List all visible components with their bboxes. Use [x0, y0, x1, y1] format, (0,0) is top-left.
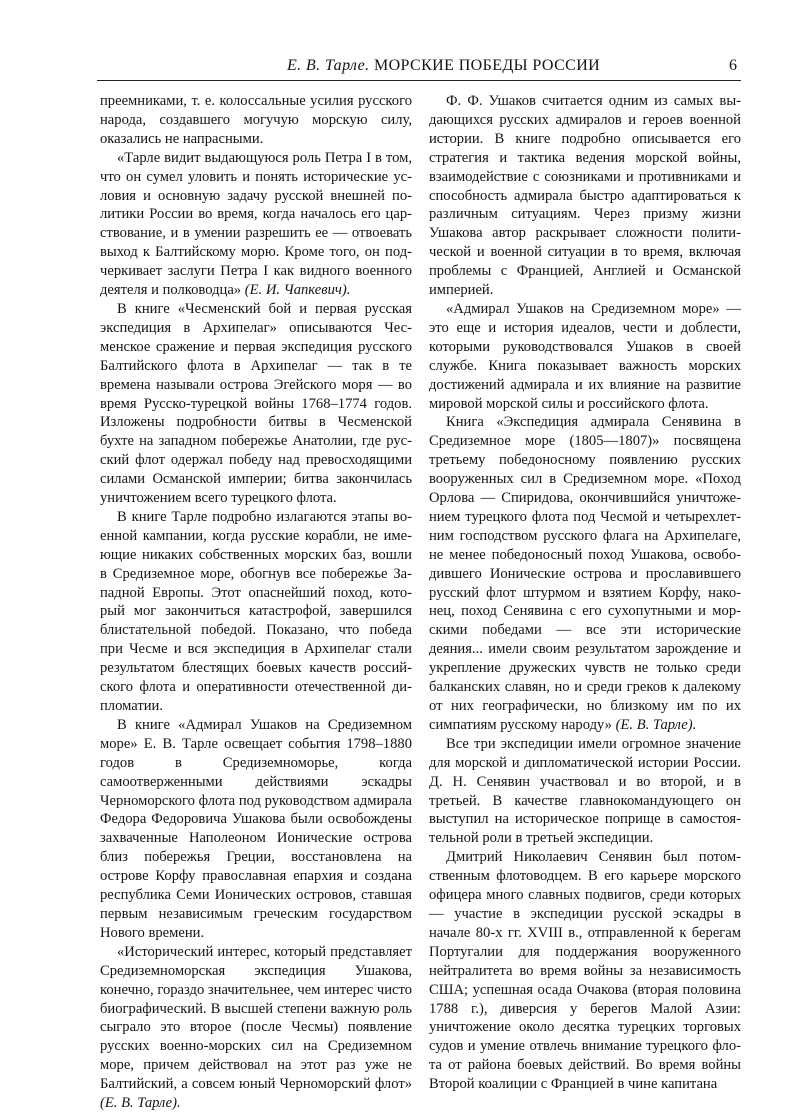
paragraph: В книге «Адмирал Ушаков на Средиземном море» Е. В. Тарле освещает события 1798–1880 годов в Средиземноморье, когда самоотверженными действиями эскадры Черноморского флота под руководством адмирала Федора Федоровича Ушакова были освобождены захваченные Наполеоном Ионические острова близ побережья Греции, восстановлена на острове Корфу православная епархия и создана республика Семи Ионических островов, ставшая первым независимым греческим государством Нового времени. — [100, 716, 412, 941]
paragraph: Ф. Ф. Ушаков считается одним из самых выдающихся русских адмиралов и героев военной истории. В книге подробно описывается его стратегия и тактика ведения морской войны, взаимодействие с союзниками и противниками и способность адмирала быстро адаптироваться к различным ситуациям. Через призму жизни Ушакова автор раскрывает сложности политической и военной ситуации в то время, включая проблемы с Францией, Англией и Османской империей. — [429, 93, 741, 299]
running-header — [97, 57, 741, 77]
citation: (Е. В. Тарле). — [615, 716, 697, 733]
header-author: Е. В. Тарле. — [287, 57, 370, 74]
paragraph: Все три экспедиции имели огромное значение для морской и дипломатической истории России. Д. Н. Сенявин участвовал и во второй, и в третьей. В качестве главнокомандующего он выступил на историческое поприще в самостоятельной роли в третьей экспедиции. — [429, 735, 741, 847]
paragraph: Книга «Экспедиция адмирала Сенявина в Средиземное море (1805—1807)» посвящена третьему победоносному появлению русских вооруженных сил в Средиземном море. «Поход Орлова — Спиридова, окончившийся уничтожением турецкого флота под Чесмой и четырехлетним господством русского флага на Архипелаге, не менее победоносный поход Ушакова, освободившего Ионические острова и прославившего русский флот штурмом и взятием Корфу, наконец, поход Сенявина с его сухопутными и морскими победами — все эти исторические деяния... имели своим результатом зарождение и укрепление дружеских чувств не только среди балканских славян, но и среди греков к далекому от них географически, но близкому им по их симпатиям русскому народу» (Е. В. Тарле). — [429, 414, 741, 733]
citation: (Е. В. Тарле). — [100, 1095, 181, 1112]
paragraph: В книге Тарле подробно излагаются этапы военной кампании, когда русские корабли, не имеющие никаких собственных морских баз, вошли в Средиземное море, обогнув все побережье Западной Европы. Этот опаснейший поход, который мог закончиться катастрофой, завершился блистательной победой. Показано, что победа при Чесме и вся экспедиция в Архипелаг стали результатом блестящих боевых качеств российского флота и оперативности отечественной дипломатии. — [100, 508, 412, 714]
paragraph: В книге «Чесменский бой и первая русская экспедиция в Архипелаг» описываются Чесменское сражение и первая экспедиция русского Балтийского флота в Архипелаг — так в те времена называли острова Эгейского моря — во время Русско-турецкой войны 1768–1774 годов. Изложены подробности битвы в Чесменской бухте на западном побережье Анатолии, где русский флот одержал победу над превосходящими силами Османской империи; битва закончилась уничтожением всего турецкого флота. — [100, 300, 412, 507]
header-rule — [97, 80, 741, 81]
paragraph: «Адмирал Ушаков на Средиземном море» — это еще и история идеалов, чести и доблести, которыми руководствовался Ушаков в своей службе. Книга показывает важность морских достижений адмирала и их влияние на развитие мировой морской силы и российского флота. — [429, 300, 741, 412]
page-number: 6 — [729, 57, 737, 74]
paragraph: преемниками, т. е. колоссальные усилия русского народа, создавшего могучую морскую силу, оказались не напрасными. — [100, 93, 412, 147]
right-column — [429, 92, 741, 1094]
paragraph: «Исторический интерес, который представляет Средиземноморская экспедиция Ушакова, конечно, гораздо значительнее, чем интерес чисто биографический. В высшей степени важную роль сыграло это второе (после Чесмы) появление русских военно-морских сил на Средиземном море, причем действовал на этот раз уже не Балтийский, а совсем юный Черноморский флот» (Е. В. Тарле). — [100, 943, 412, 1112]
header-book-title: МОРСКИЕ ПОБЕДЫ РОССИИ — [373, 57, 601, 74]
running-header-title — [287, 57, 600, 75]
left-column — [100, 92, 412, 1113]
citation: (Е. И. Чапкевич). — [244, 282, 351, 299]
paragraph: «Тарле видит выдающуюся роль Петра I в том, что он сумел уловить и понять исторические условия и основную задачу русской внешней политики России во время, когда началось его царствование, и в умении разрешить ее — отвоевать выход к Балтийскому морю. Кроме того, он подчеркивает заслуги Петра I как видного военного деятеля и полководца» (Е. И. Чапкевич). — [100, 149, 412, 299]
paragraph: Дмитрий Николаевич Сенявин был потомственным флотоводцем. В его карьере морского офицера много славных подвигов, среди которых — участие в экспедиции русской эскадры в начале 80-х гг. XVIII в., отправленной к берегам Португалии для поддержания вооруженного нейтралитета во время войны за независимость США; успешная осада Очакова (вторая половина 1788 г.), диверсия у берегов Малой Азии: уничтожение около десятка турецких торговых судов и умение отвлечь внимание турецкого флота от района боевых действий. Во время войны Второй коалиции с Францией в чине капитана — [429, 849, 741, 1093]
